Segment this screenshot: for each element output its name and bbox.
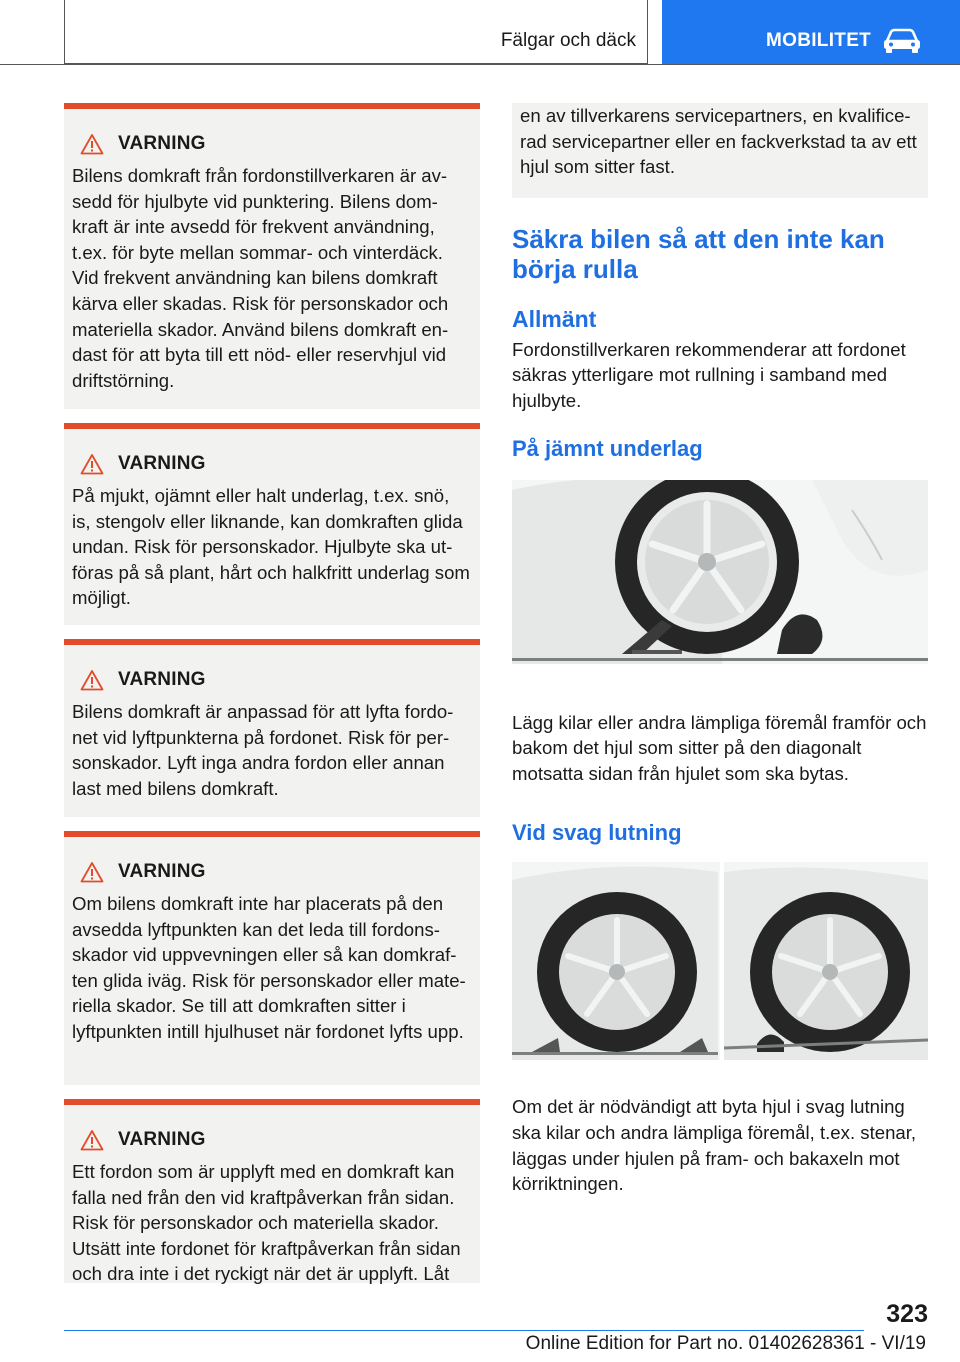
warning-box — [64, 831, 480, 1085]
header-tab-label: MOBILITET — [766, 30, 872, 51]
continued-note-text: en av tillverkarens servicepartners, en kvalifice-rad servicepartner eller en fackverkstad ta av ett hjul som sitter fast. — [520, 105, 917, 178]
warning-title-row — [80, 857, 472, 887]
car-icon — [882, 28, 922, 54]
section-heading: Säkra bilen så att den inte kan börja rulla — [512, 223, 885, 284]
warning-title: VARNING — [118, 669, 206, 690]
warning-title: VARNING — [118, 453, 206, 474]
flat-ground-text: Lägg kilar eller andra lämpliga föremål framför och bakom det hjul som sitter på den diagonalt motsatta sidan från hjulet som ska bytas. — [512, 711, 927, 784]
warning-title-row — [80, 1125, 472, 1155]
header-tab-mobilitet[interactable] — [662, 0, 960, 64]
subheading-slope: Vid svag lutning — [512, 820, 682, 846]
warning-text: Bilens domkraft är anpassad för att lyfta fordo-net vid lyftpunkterna på fordonet. Risk för per-sonskador. Lyft inga andra fordon eller annan last med bilens domkraft. — [72, 701, 454, 799]
subheading-general: Allmänt — [512, 305, 597, 332]
warning-text: Ett fordon som är upplyft med en domkraft kan falla ned från den vid kraftpåverkan från sidan. Risk för personskador och materiella skador. Utsätt inte fordonet för kraftpåverkan från sidan och dra inte i det ryckigt när det är upplyft. Låt — [72, 1161, 461, 1285]
wheel-chock-flat-figure — [512, 480, 928, 664]
warning-box — [64, 423, 480, 625]
warning-triangle-icon — [80, 453, 104, 475]
warning-triangle-icon — [80, 1129, 104, 1151]
warning-box — [64, 103, 480, 409]
warning-title: VARNING — [118, 133, 206, 154]
subheading-flat-ground: På jämnt underlag — [512, 435, 703, 461]
warning-triangle-icon — [80, 861, 104, 883]
wheel-chock-slope-figure — [512, 862, 928, 1060]
warning-text: På mjukt, ojämnt eller halt underlag, t.ex. snö, is, stengolv eller liknande, kan domkraften glida undan. Risk för personskador. Hjulbyte ska ut-föras på så plant, hårt och halkfritt underlag som möjligt. — [72, 485, 470, 609]
warning-box — [64, 1099, 480, 1283]
warnings-column — [64, 103, 480, 1283]
slope-wheels-illustration — [512, 862, 928, 1060]
general-text: Fordonstillverkaren rekommenderar att fordonet säkras ytterligare mot rullning i samband med hjulbyte. — [512, 338, 906, 411]
warning-title-row — [80, 449, 472, 479]
content-column — [512, 103, 928, 1197]
warning-title: VARNING — [118, 1129, 206, 1150]
continued-note-box — [512, 103, 928, 198]
warning-title: VARNING — [118, 861, 206, 882]
warning-title-row — [80, 665, 472, 695]
warning-box — [64, 639, 480, 817]
header-divider — [0, 64, 960, 65]
slope-text: Om det är nödvändigt att byta hjul i svag lutning ska kilar och andra lämpliga föremål, t.ex. stenar, läggas under hjulen på fram- och bakaxeln mot körriktningen. — [512, 1096, 917, 1195]
warning-triangle-icon — [80, 133, 104, 155]
footer-edition: Online Edition for Part no. 01402628361 - VI/19 — [525, 1333, 926, 1354]
header-section-title: Fälgar och däck — [500, 30, 636, 51]
footer-divider — [64, 1330, 864, 1331]
wheel-illustration — [512, 480, 928, 664]
warning-text: Om bilens domkraft inte har placerats på den avsedda lyftpunkten kan det leda till fordons-skador vid uppvevningen eller så kan domkraf-ten glida iväg. Risk för personskador eller mate-riella skador. Se till att domkraften sitter i lyftpunkten intill hjulhuset när fordonet lyfts upp. — [72, 893, 466, 1042]
page-number: 323 — [886, 1300, 928, 1328]
warning-text: Bilens domkraft från fordonstillverkaren är av-sedd för hjulbyte vid punktering. Bilens dom-kraft är inte avsedd för frekvent användning, t.ex. för byte mellan sommar- och vinterdäck. Vid frekvent användning kan bilens domkraft kärva eller skadas. Risk för personskador och materiella skador. Använd bilens domkraft en-dast för att byta till ett nöd- eller reservhjul vid driftstörning. — [72, 165, 449, 391]
warning-triangle-icon — [80, 669, 104, 691]
warning-title-row — [80, 129, 472, 159]
